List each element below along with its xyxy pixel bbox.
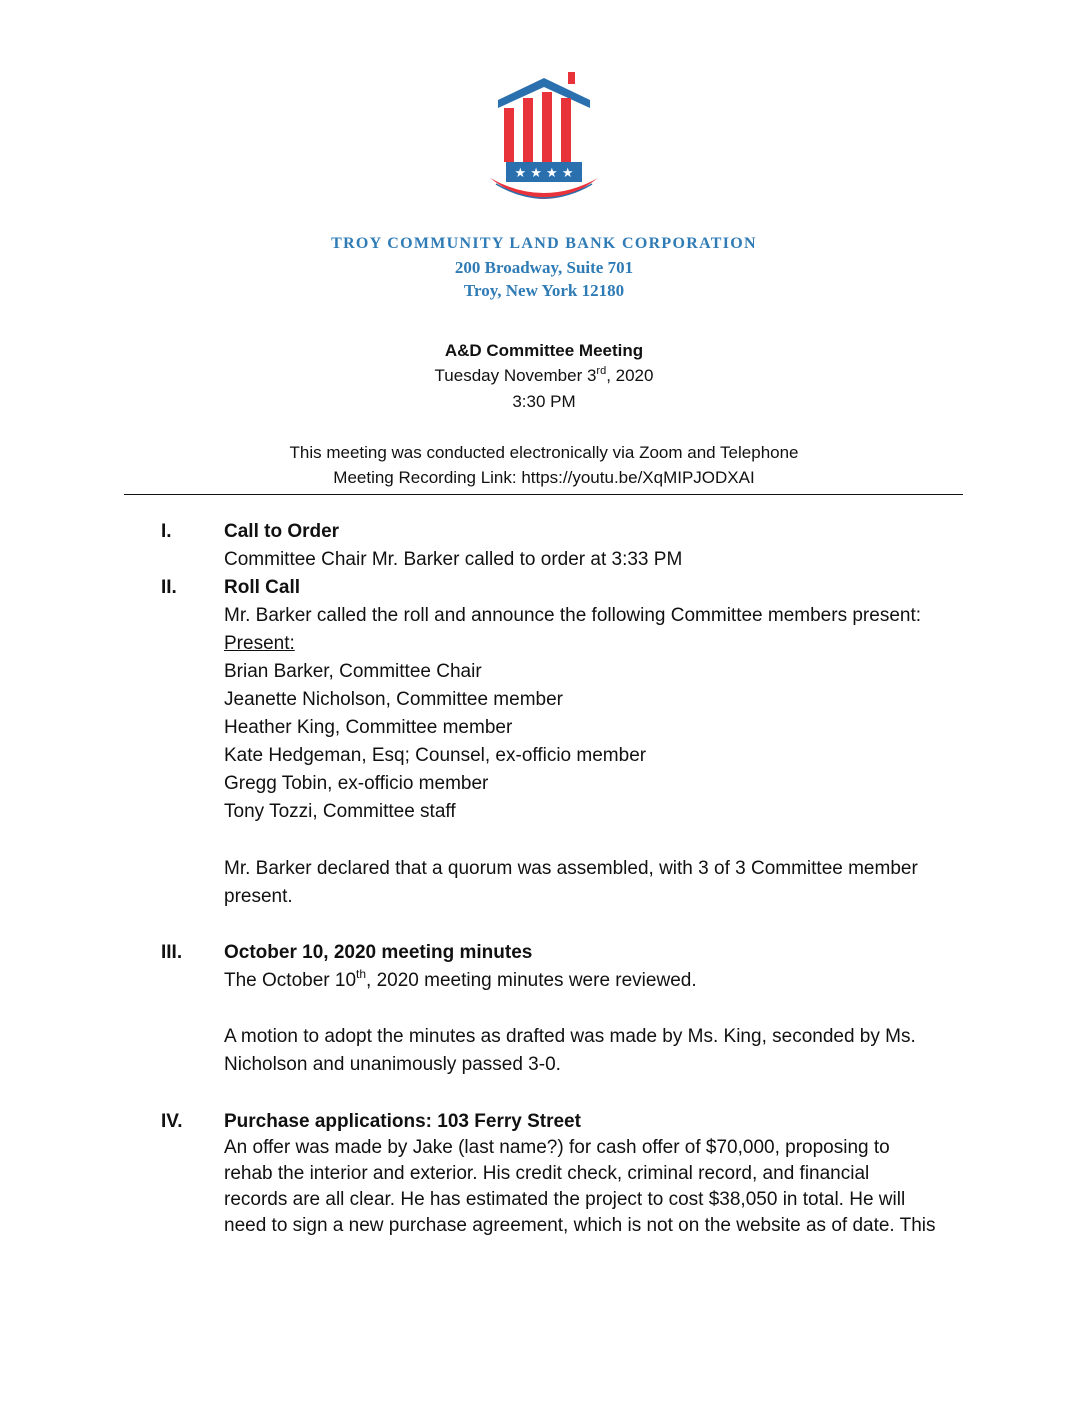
section-2-heading: Roll Call <box>224 577 301 598</box>
purchase-text-line: rehab the interior and exterior. His credit check, criminal record, and financial <box>224 1163 870 1184</box>
member-item: Heather King, Committee member <box>224 717 513 738</box>
section-2-number: II. <box>161 577 177 598</box>
minutes-review-text: The October 10 <box>224 970 357 991</box>
member-item: Kate Hedgeman, Esq; Counsel, ex-officio member <box>224 745 647 766</box>
section-1-number: I. <box>161 521 172 542</box>
present-label: Present: <box>224 633 295 654</box>
purchase-text-line: records are all clear. He has estimated the project to cost $38,050 in total. He will <box>224 1189 906 1210</box>
section-3-heading: October 10, 2020 meeting minutes <box>224 942 533 963</box>
section-4-heading: Purchase applications: 103 Ferry Street <box>224 1111 581 1132</box>
minutes-review-rest: , 2020 meeting minutes were reviewed. <box>366 970 697 991</box>
roll-call-intro: Mr. Barker called the roll and announce the following Committee members present: <box>224 605 922 626</box>
purchase-text-line: An offer was made by Jake (last name?) for cash offer of $70,000, proposing to <box>224 1137 890 1158</box>
org-name: TROY COMMUNITY LAND BANK CORPORATION <box>331 235 757 252</box>
member-item: Brian Barker, Committee Chair <box>224 661 482 682</box>
quorum-line-1: Mr. Barker declared that a quorum was assembled, with 3 of 3 Committee member <box>224 858 918 879</box>
meeting-date-year: , 2020 <box>606 366 654 385</box>
section-3-number: III. <box>161 942 183 963</box>
meeting-title: A&D Committee Meeting <box>444 341 644 360</box>
member-item: Tony Tozzi, Committee staff <box>224 801 456 822</box>
meeting-date-text: Tuesday November 3 <box>434 366 597 385</box>
org-address-line2: Troy, New York 12180 <box>463 281 625 300</box>
meeting-date-suffix: rd <box>596 365 607 377</box>
motion-line-2: Nicholson and unanimously passed 3-0. <box>224 1054 561 1075</box>
motion-line-1: A motion to adopt the minutes as drafted was made by Ms. King, seconded by Ms. <box>224 1026 916 1047</box>
section-1-heading: Call to Order <box>224 521 340 542</box>
minutes-review <box>224 967 697 992</box>
svg-text:★ ★ ★ ★: ★ ★ ★ ★ <box>514 166 574 181</box>
land-bank-logo <box>486 70 602 210</box>
member-item: Jeanette Nicholson, Committee member <box>224 689 563 710</box>
quorum-line-2: present. <box>224 886 293 907</box>
meeting-format-note: This meeting was conducted electronically via Zoom and Telephone <box>289 443 799 462</box>
header-divider <box>124 494 963 495</box>
member-item: Gregg Tobin, ex-officio member <box>224 773 489 794</box>
section-4-number: IV. <box>161 1111 183 1132</box>
meeting-recording-link: Meeting Recording Link: https://youtu.be/XqMIPJODXAI <box>333 468 755 487</box>
meeting-date <box>0 366 1088 386</box>
minutes-review-suffix: th <box>356 967 367 981</box>
purchase-text-line: need to sign a new purchase agreement, which is not on the website as of date. This <box>224 1215 936 1236</box>
meeting-time: 3:30 PM <box>512 392 576 411</box>
org-address-line1: 200 Broadway, Suite 701 <box>454 258 634 277</box>
section-1-text: Committee Chair Mr. Barker called to order at 3:33 PM <box>224 549 683 570</box>
